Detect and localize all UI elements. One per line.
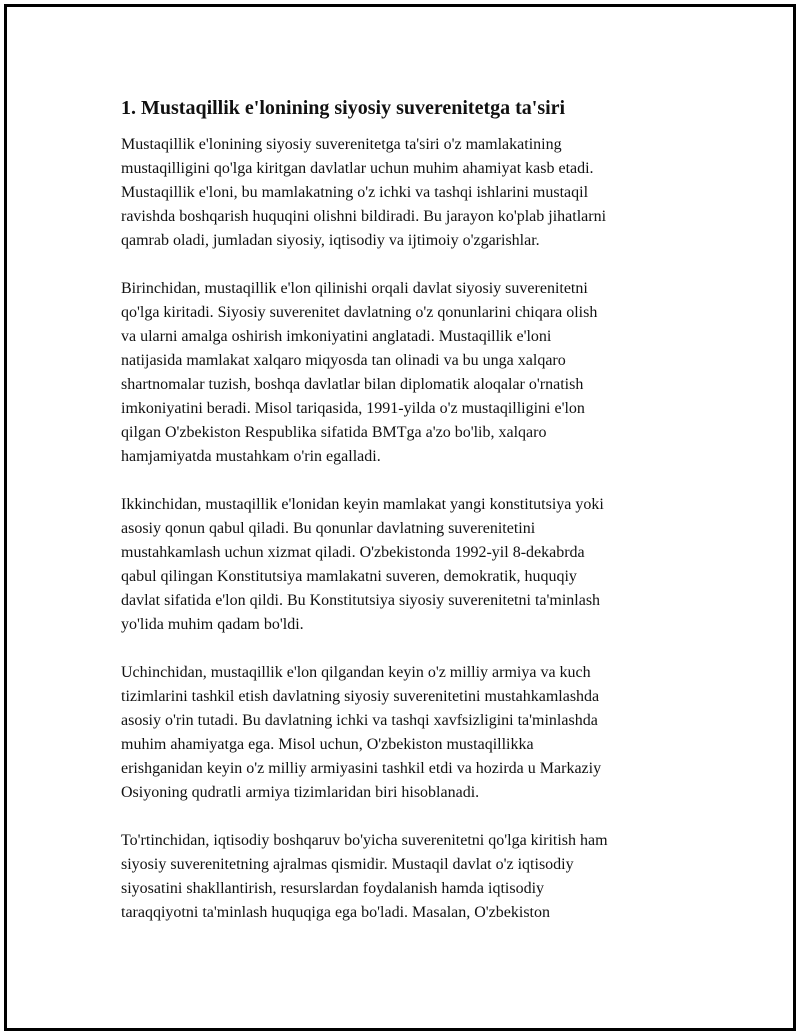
text-line: siyosatini shakllantirish, resurslardan foydalanish hamda iqtisodiy bbox=[121, 880, 545, 897]
text-line: To'rtinchidan, iqtisodiy boshqaruv bo'yicha suverenitetni qo'lga kiritish ham bbox=[121, 832, 608, 849]
text-line: Uchinchidan, mustaqillik e'lon qilgandan keyin o'z milliy armiya va kuch bbox=[121, 664, 591, 681]
text-line: davlat sifatida e'lon qildi. Bu Konstitutsiya siyosiy suverenitetni ta'minlash bbox=[121, 592, 601, 609]
paragraph-4 bbox=[121, 661, 691, 805]
text-line: taraqqiyotni ta'minlash huquqiga ega bo'ladi. Masalan, O'zbekiston bbox=[121, 904, 550, 921]
text-line: natijasida mamlakat xalqaro miqyosda tan olinadi va bu unga xalqaro bbox=[121, 352, 566, 369]
text-line: qilgan O'zbekiston Respublika sifatida BMTga a'zo bo'lib, xalqaro bbox=[121, 424, 547, 441]
text-line: Osiyoning qudratli armiya tizimlaridan biri hisoblanadi. bbox=[121, 784, 480, 801]
text-line: tizimlarini tashkil etish davlatning siyosiy suverenitetini mustahkamlashda bbox=[121, 688, 600, 705]
text-line: yo'lida muhim qadam bo'ldi. bbox=[121, 616, 304, 633]
text-line: qo'lga kiritadi. Siyosiy suverenitet davlatning o'z qonunlarini chiqara olish bbox=[121, 304, 598, 321]
paragraph-3 bbox=[121, 493, 691, 637]
text-line: Ikkinchidan, mustaqillik e'lonidan keyin mamlakat yangi konstitutsiya yoki bbox=[121, 496, 604, 513]
text-line: asosiy o'rin tutadi. Bu davlatning ichki va tashqi xavfsizligini ta'minlashda bbox=[121, 712, 598, 729]
text-line: ravishda boshqarish huquqini olishni bildiradi. Bu jarayon ko'plab jihatlarni bbox=[121, 208, 607, 225]
text-line: imkoniyatini beradi. Misol tariqasida, 1991-yilda o'z mustaqilligini e'lon bbox=[121, 400, 585, 417]
text-line: qabul qilingan Konstitutsiya mamlakatni suveren, demokratik, huquqiy bbox=[121, 568, 577, 585]
text-line: mustaqilligini qo'lga kiritgan davlatlar uchun muhim ahamiyat kasb etadi. bbox=[121, 160, 594, 177]
document-page bbox=[4, 4, 796, 1031]
text-line: asosiy qonun qabul qiladi. Bu qonunlar davlatning suverenitetini bbox=[121, 520, 536, 537]
paragraph-1 bbox=[121, 133, 691, 253]
text-line: qamrab oladi, jumladan siyosiy, iqtisodiy va ijtimoiy o'zgarishlar. bbox=[121, 232, 540, 249]
text-line: hamjamiyatda mustahkam o'rin egalladi. bbox=[121, 448, 381, 465]
text-line: va ularni amalga oshirish imkoniyatini anglatadi. Mustaqillik e'loni bbox=[121, 328, 552, 345]
text-line: muhim ahamiyatga ega. Misol uchun, O'zbekiston mustaqillikka bbox=[121, 736, 534, 753]
paragraph-5 bbox=[121, 829, 691, 925]
paragraph-2 bbox=[121, 277, 691, 469]
text-line: erishganidan keyin o'z milliy armiyasini tashkil etdi va hozirda u Markaziy bbox=[121, 760, 602, 777]
section-heading: 1. Mustaqillik e'lonining siyosiy suverenitetga ta'siri bbox=[121, 97, 566, 119]
text-line: mustahkamlash uchun xizmat qiladi. O'zbekistonda 1992-yil 8-dekabrda bbox=[121, 544, 585, 561]
text-line: Birinchidan, mustaqillik e'lon qilinishi orqali davlat siyosiy suverenitetni bbox=[121, 280, 588, 297]
text-line: siyosiy suverenitetning ajralmas qismidir. Mustaqil davlat o'z iqtisodiy bbox=[121, 856, 574, 873]
text-line: Mustaqillik e'lonining siyosiy suverenitetga ta'siri o'z mamlakatining bbox=[121, 136, 562, 153]
text-line: Mustaqillik e'loni, bu mamlakatning o'z ichki va tashqi ishlarini mustaqil bbox=[121, 184, 589, 201]
text-line: shartnomalar tuzish, boshqa davlatlar bilan diplomatik aloqalar o'rnatish bbox=[121, 376, 584, 393]
document-body bbox=[121, 95, 691, 949]
